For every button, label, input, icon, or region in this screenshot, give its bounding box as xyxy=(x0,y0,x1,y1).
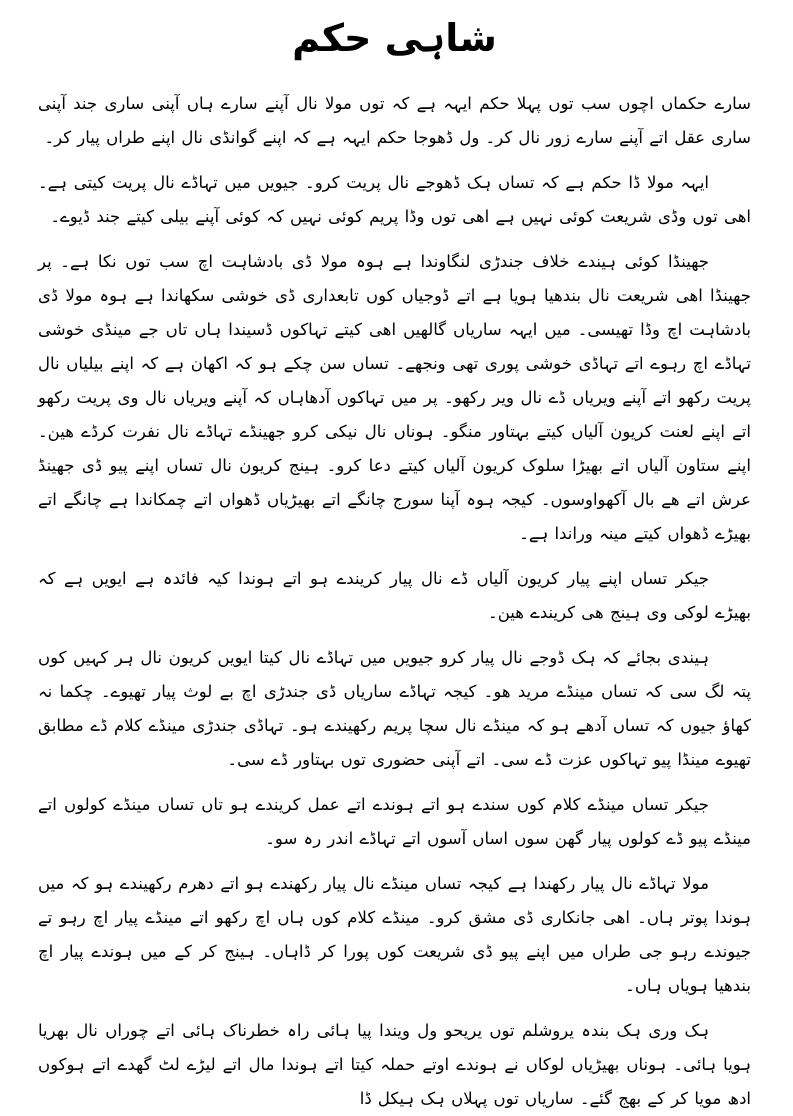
page-title: شاہی حکم xyxy=(292,16,497,60)
paragraph-first-commandment: سارے حکماں اچوں سب توں پہلا حکم ایہہ ہے کہ توں مولا نال آپنے سارے ہاں آپنی ساری جند آپنی ساری عقل اتے آپنے سارے زور نال کر۔ ول ڈھوجا حکم ایہہ ہے کہ اپنے گوانڈی نال اپنے طراں پیار کر۔ xyxy=(38,94,751,148)
paragraph-obey-word: جیکر تساں مینڈے کلام کوں سندے ہو اتے ہوندے اتے عمل کریندے ہو تاں تساں مینڈے کولوں اتے مینڈے پیو ڈے کولوں پیار گھن سوں اساں آسوں اتے تہاڈے اندر رہ سو۔ xyxy=(38,795,751,849)
paragraph-love-only-lovers: جیکر تساں اپنے پیار کریون آلیاں ڈے نال پیار کریندے ہو اتے ہوندا کیہ فائدہ ہے ایویں ہے کہ بھیڑے لوکی وی ہینج ھی کریندے ھین۔ xyxy=(38,569,751,623)
paragraph-jerusalem-jericho: ہک وری ہک بندہ یروشلم توں یریحو ول ویندا پیا ہائی راہ خطرناک ہائی اتے چوراں نال بھریا ہویا ہائی۔ ہوناں بھیڑیاں لوکاں نے ہوندے اوتے حملہ کیتا اتے ہوندا مال اتے لیڑے لٹ گھدے اتے ہوکوں ادھ مویا کر کے بھج گئے۔ ساریاں توں پہلاں ہک ہیکل ڈا xyxy=(38,1021,751,1109)
document-body xyxy=(38,87,751,1116)
paragraph-love-one-another: ایہہ مولا ڈا حکم ہے کہ تساں ہک ڈھوجے نال پریت کرو۔ جیویں میں تہاڈے نال پریت کیتی ہے۔ اھی توں وڈی شریعت کوئی نہیں ہے اھی توں وڈا پریم کوئی نہیں کہ کوئی آپنے بیلی کیتے جند ڈیوے۔ xyxy=(38,173,751,227)
paragraph-abide-in-love: مولا تہاڈے نال پیار رکھندا ہے کیجہ تساں مینڈے نال پیار رکھندے ہو اتے دھرم رکھیندے ہو کہ میں ہوندا پوتر ہاں۔ اھی جانکاری ڈی مشق کرو۔ مینڈے کلام کوں ہاں اچ رکھو اتے مینڈے پیار اچ رہو تے جیوندے رہو جی طراں میں اپنے پیو ڈی شریعت کوں پورا کر ڈاہاں۔ ہینج کر کے میں ہوندے پیار اچ بندھیا ہویاں ہاں۔ xyxy=(38,874,751,996)
paragraph-law-and-kingdom: جھینڈا کوئی ہیندے خلاف جندڑی لنگاوندا ہے ہوہ مولا ڈی بادشاہت اچ سب توں نکا ہے۔ پر جھینڈا اھی شریعت نال بندھیا ہویا ہے اتے ڈوجیاں کوں تابعداری ڈی خوشی سکھاندا ہے ہوہ مولا ڈی بادشاہت اچ وڈا تھیسی۔ میں ایہہ ساریاں گالھیں اھی کیتے تہاکوں ڈسیندا ہاں تاں جے مینڈی خوشی تہاڈے اچ رہوے اتے تہاڈی خوشی پوری تھی ونجھے۔ تساں سن چکے ہو کہ اکھان ہے کہ اپنے بیلیاں نال پریت رکھو اتے آپنے ویریاں ڈے نال ویر رکھو۔ پر میں تہاکوں آدھاہاں کہ آپنے ویریاں نال وی پریت رکھو اتے اپنے لعنت کریون آلیاں کیتے بہتاور منگو۔ ہوناں نال نیکی کرو جھینڈے تہاڈے نال نفرت کرڈے ھین۔ اپنے ستاون آلیاں اتے بھیڑا سلوک کریون آلیاں کیتے دعا کرو۔ ہینج کریون نال تساں اپنے پیو ڈی جھینڈ عرش اتے ھے بال آکھواوسوں۔ کیجہ ہوہ آپنا سورج چانگے اتے بھیڑیاں ڈھواں اتے چمکاندا ہے چانگے اتے بھیڑے ڈھواں کیتے مینہ وراندا ہے۔ xyxy=(38,252,751,544)
paragraph-disciples-love: ہیندی بجائے کہ ہک ڈوجے نال پیار کرو جیویں میں تہاڈے نال کیتا ایویں کریون نال ہر کہیں کوں پتہ لگ سی کہ تساں مینڈے مرید ھو۔ کیجہ تہاڈے ساریاں ڈی جندڑی اچ بے لوث پیار تھیوے۔ چکما نہ کھاؤ جیوں کہ تساں آدھے ہو کہ مینڈے نال سچا پریم رکھیندے ہو۔ تہاڈی جندڑی مینڈے کلام ڈے مطابق تھیوے مینڈا پیو تہاکوں عزت ڈے سی۔ اتے آپنی حضوری توں بہتاور ڈے سی۔ xyxy=(38,648,751,770)
